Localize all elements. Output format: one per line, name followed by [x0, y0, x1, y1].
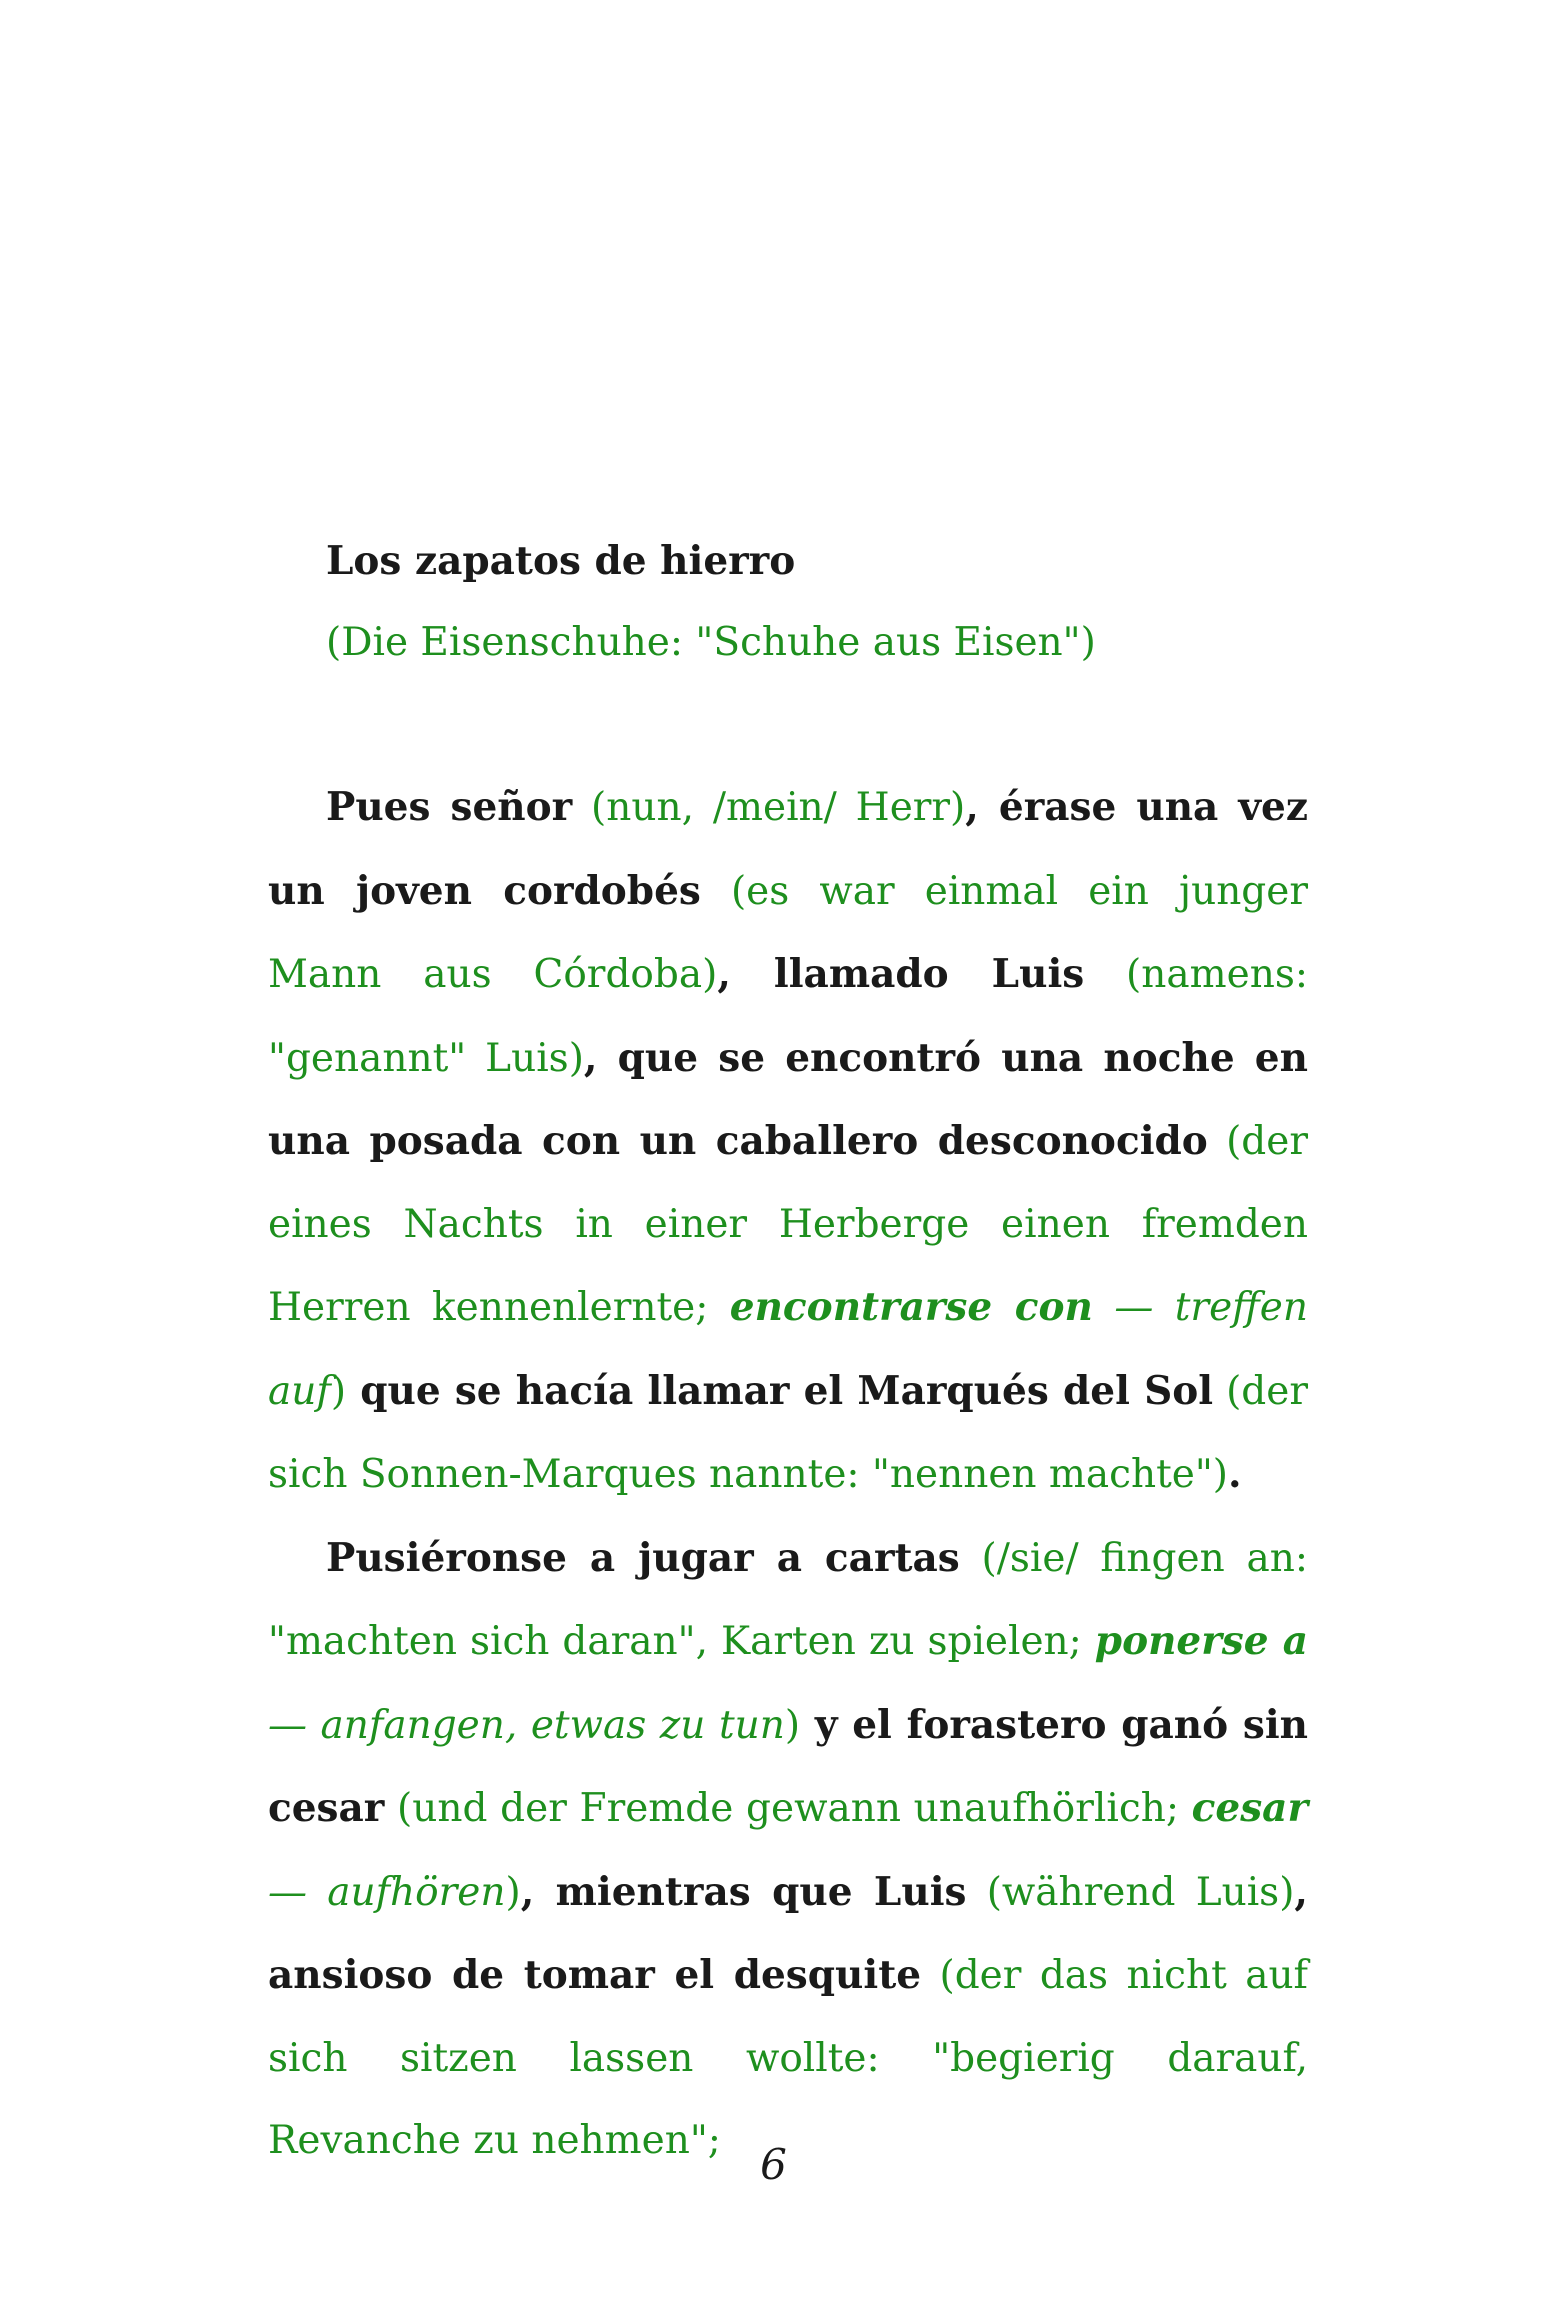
- german-gloss: ): [784, 1702, 801, 1748]
- chapter-subtitle-translation: (Die Eisenschuhe: "Schuhe aus Eisen"): [326, 620, 1096, 665]
- page-number: 6: [760, 2140, 787, 2189]
- german-gloss: (/sie/ fingen an: "machten sich daran", Karten zu spielen;: [268, 1535, 1308, 1664]
- german-gloss: ): [330, 1368, 347, 1414]
- german-gloss: (es war einmal ein junger Mann aus Córdoba): [268, 868, 1308, 997]
- page-content: [268, 520, 1308, 2183]
- spanish-text: , érase una vez un joven cordobés: [268, 784, 1308, 914]
- chapter-title: Los zapatos de hierro: [326, 538, 796, 584]
- spanish-text: que se hacía llamar el Marqués del Sol: [346, 1367, 1214, 1414]
- vocabulary-definition: — aufhören: [268, 1869, 506, 1915]
- spanish-text: , ansioso de tomar el desquite: [268, 1868, 1308, 1998]
- vocabulary-definition: — treffen auf: [268, 1285, 1308, 1414]
- spanish-text: .: [1228, 1451, 1242, 1497]
- german-gloss: (der das nicht auf sich sitzen lassen wollte: "begierig darauf, Revanche zu nehmen";: [268, 1953, 1308, 2163]
- spanish-text: Pusiéronse a jugar a cartas: [326, 1534, 960, 1581]
- spanish-text: Pues señor: [326, 784, 573, 830]
- spanish-text: , llamado Luis: [717, 951, 1085, 997]
- german-gloss: (namens: "genannt" Luis): [268, 952, 1308, 1081]
- vocabulary-term: ponerse a: [1094, 1618, 1308, 1664]
- spanish-text: y el forastero ganó sin cesar: [268, 1701, 1309, 1831]
- german-gloss: (und der Fremde gewann unaufhörlich;: [384, 1786, 1192, 1831]
- spanish-text: , que se encontró una noche en una posada con un caballero desconocido: [268, 1034, 1308, 1164]
- vocabulary-term: cesar: [1191, 1785, 1308, 1831]
- vocabulary-term: encontrarse con: [729, 1284, 1093, 1330]
- german-gloss: (der eines Nachts in einer Herberge einen fremden Herren kennenlernte;: [268, 1119, 1308, 1330]
- spanish-text: , mientras que Luis: [520, 1868, 967, 1915]
- german-gloss: (der sich Sonnen-Marques nannte: "nennen machte"): [268, 1368, 1308, 1497]
- paragraph-2: [268, 1517, 1308, 2183]
- german-gloss: ): [505, 1869, 521, 1915]
- paragraph-1: [268, 766, 1308, 1517]
- german-gloss: (während Luis): [966, 1869, 1295, 1915]
- german-gloss: (nun, /mein/ Herr): [572, 785, 966, 830]
- vocabulary-definition: — anfangen, etwas zu tun: [268, 1702, 785, 1748]
